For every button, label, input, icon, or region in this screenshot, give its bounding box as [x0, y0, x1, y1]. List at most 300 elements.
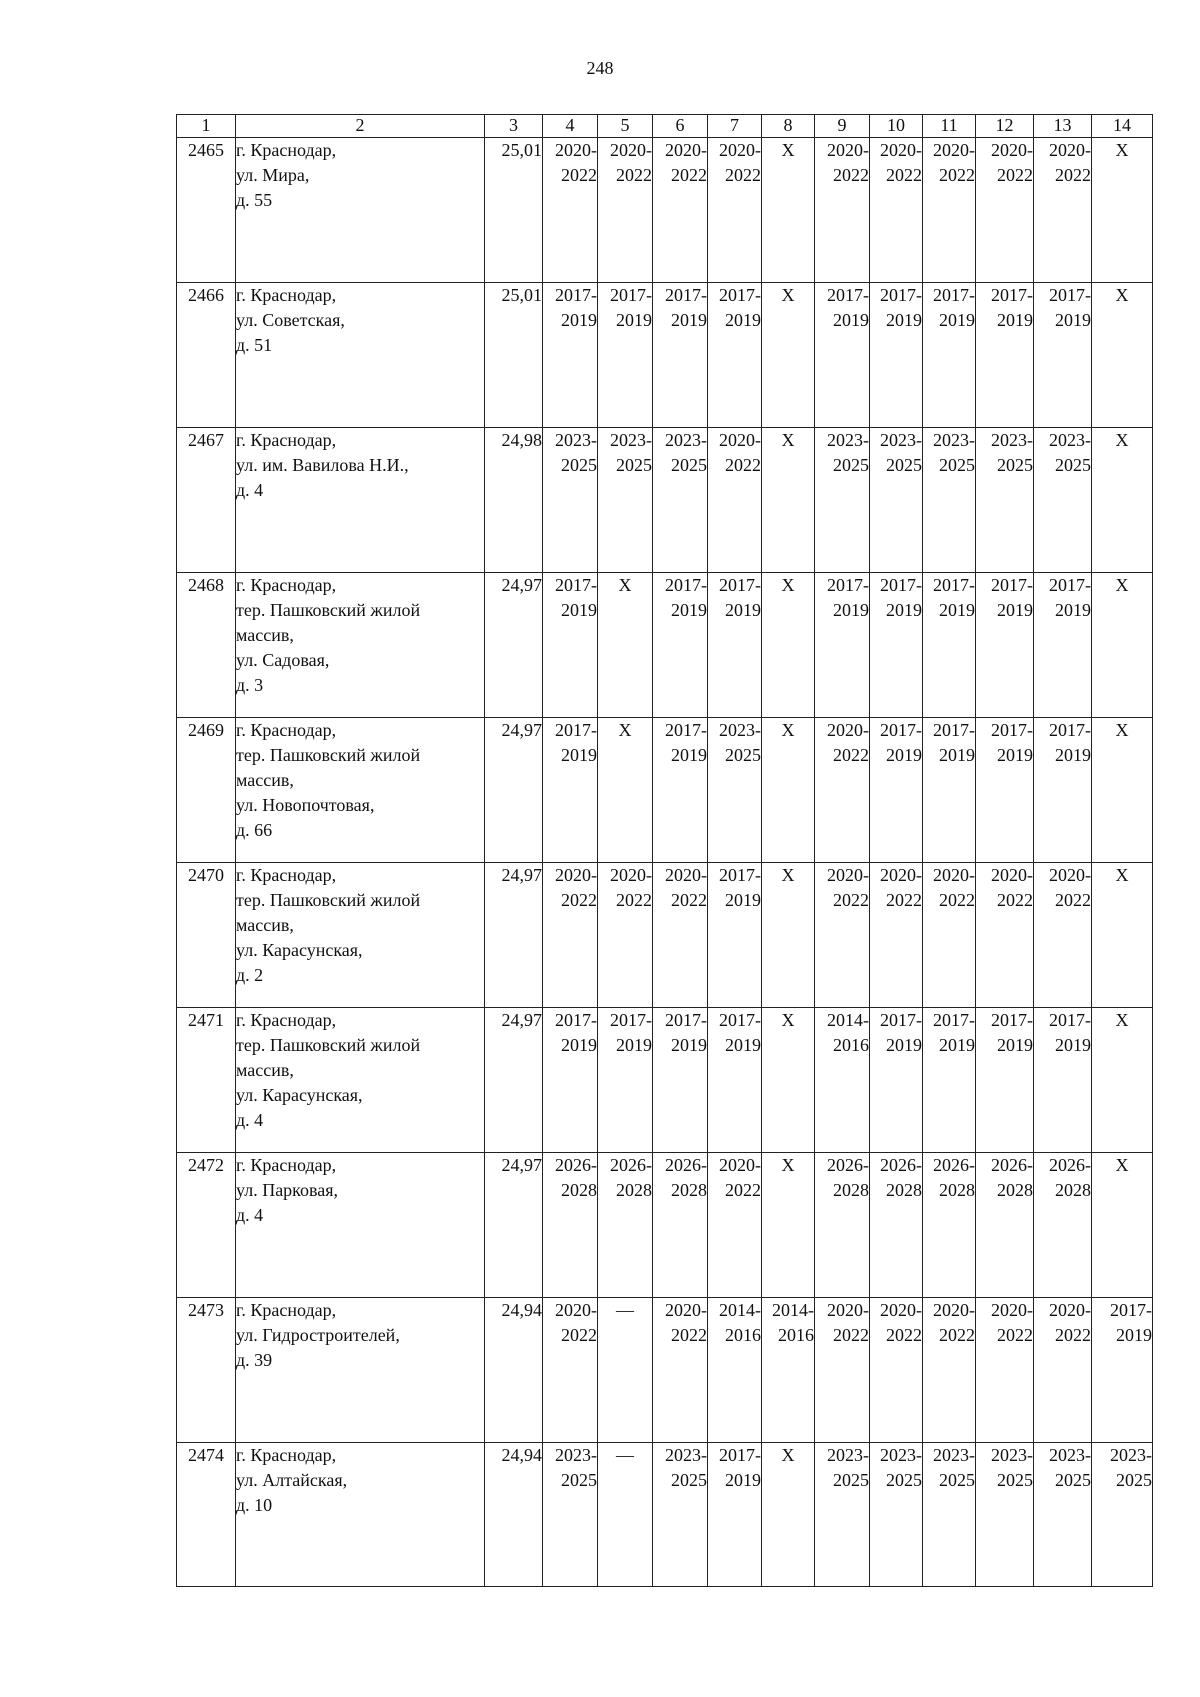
period-line: 2017-: [1049, 285, 1091, 305]
period-line: 2017-: [991, 1010, 1033, 1030]
period-cell: —: [598, 1298, 653, 1443]
period-line: 2019: [939, 310, 975, 330]
row-number: 2466: [177, 283, 236, 428]
period-line: 2022: [616, 890, 652, 910]
table-row: [177, 1153, 1153, 1298]
period-cell: [815, 573, 870, 718]
period-line: 2020-: [827, 720, 869, 740]
period-line: 2022: [997, 1325, 1033, 1345]
period-line: 2022: [616, 165, 652, 185]
period-line: 2019: [725, 1470, 761, 1490]
period-line: 2016: [778, 1325, 814, 1345]
period-cell: [543, 863, 598, 1008]
period-line: 2025: [671, 455, 707, 475]
address-line: д. 4: [236, 480, 264, 500]
period-cell: [870, 718, 923, 863]
period-line: 2020-: [610, 865, 652, 885]
period-line: 2025: [886, 455, 922, 475]
table-row: [177, 718, 1153, 863]
address-line: массив,: [236, 1060, 294, 1080]
period-cell: X: [762, 1443, 815, 1587]
period-line: 2022: [1055, 165, 1091, 185]
address-line: г. Краснодар,: [236, 430, 337, 450]
period-line: 2020-: [555, 140, 597, 160]
period-cell: [815, 138, 870, 283]
period-cell: [543, 573, 598, 718]
period-line: 2020-: [991, 1300, 1033, 1320]
period-cell: [543, 718, 598, 863]
period-line: 2028: [671, 1180, 707, 1200]
column-header: 12: [976, 115, 1034, 138]
period-line: 2019: [939, 600, 975, 620]
period-cell: X: [762, 1153, 815, 1298]
period-cell: [653, 283, 708, 428]
address-line: г. Краснодар,: [236, 285, 337, 305]
period-cell: [923, 1298, 976, 1443]
period-cell: [653, 138, 708, 283]
period-line: 2022: [833, 165, 869, 185]
period-line: 2020-: [827, 865, 869, 885]
period-line: 2017-: [610, 285, 652, 305]
period-line: 2016: [725, 1325, 761, 1345]
period-line: 2022: [1055, 890, 1091, 910]
period-line: 2017-: [665, 575, 707, 595]
period-line: 2020-: [719, 430, 761, 450]
period-cell: —: [598, 1443, 653, 1587]
period-line: 2022: [939, 165, 975, 185]
period-line: 2023-: [665, 430, 707, 450]
period-cell: [923, 138, 976, 283]
period-cell: [870, 428, 923, 573]
address-line: г. Краснодар,: [236, 1445, 337, 1465]
period-cell: [653, 1008, 708, 1153]
period-line: 2020-: [991, 140, 1033, 160]
period-cell: [976, 428, 1034, 573]
period-line: 2026-: [610, 1155, 652, 1175]
period-line: 2014-: [772, 1300, 814, 1320]
period-line: 2017-: [880, 575, 922, 595]
period-line: 2025: [833, 1470, 869, 1490]
period-line: 2026-: [827, 1155, 869, 1175]
address-line: ул. Парковая,: [236, 1180, 339, 1200]
period-line: 2022: [561, 890, 597, 910]
address-line: ул. Садовая,: [236, 650, 330, 670]
period-line: 2020-: [827, 1300, 869, 1320]
period-cell: [1034, 718, 1092, 863]
period-line: 2023-: [880, 430, 922, 450]
period-cell: [976, 1298, 1034, 1443]
area-cell: 24,97: [485, 1008, 543, 1153]
period-line: 2017-: [827, 575, 869, 595]
period-line: 2020-: [555, 865, 597, 885]
period-line: 2028: [1055, 1180, 1091, 1200]
period-line: 2017-: [933, 720, 975, 740]
period-line: 2025: [561, 455, 597, 475]
period-cell: [815, 718, 870, 863]
row-number: 2470: [177, 863, 236, 1008]
row-number: 2465: [177, 138, 236, 283]
period-line: 2025: [833, 455, 869, 475]
period-line: 2019: [833, 600, 869, 620]
period-cell: [815, 1153, 870, 1298]
area-cell: 25,01: [485, 138, 543, 283]
period-line: 2025: [997, 1470, 1033, 1490]
address-line: ул. Гидростроителей,: [236, 1325, 400, 1345]
period-line: 2019: [725, 1035, 761, 1055]
period-line: 2028: [886, 1180, 922, 1200]
address-line: ул. Мира,: [236, 165, 310, 185]
period-cell: X: [762, 863, 815, 1008]
period-cell: X: [762, 283, 815, 428]
period-line: 2026-: [880, 1155, 922, 1175]
period-cell: [870, 1443, 923, 1587]
table-row: [177, 428, 1153, 573]
period-cell: [870, 138, 923, 283]
period-line: 2017-: [933, 575, 975, 595]
period-cell: [870, 573, 923, 718]
column-header: 1: [177, 115, 236, 138]
period-line: 2019: [939, 745, 975, 765]
period-line: 2023-: [1049, 1445, 1091, 1465]
period-line: 2022: [939, 890, 975, 910]
period-line: 2017-: [991, 285, 1033, 305]
address-line: г. Краснодар,: [236, 865, 337, 885]
period-cell: [598, 1153, 653, 1298]
period-line: 2019: [997, 745, 1033, 765]
row-number: 2474: [177, 1443, 236, 1587]
period-cell: [543, 1443, 598, 1587]
period-line: 2020-: [555, 1300, 597, 1320]
period-cell: [1034, 1008, 1092, 1153]
period-cell: [1034, 428, 1092, 573]
area-cell: 24,94: [485, 1443, 543, 1587]
period-line: 2023-: [991, 1445, 1033, 1465]
period-cell: [543, 1008, 598, 1153]
period-cell: [708, 1153, 762, 1298]
address-line: д. 3: [236, 675, 264, 695]
period-line: 2014-: [827, 1010, 869, 1030]
period-line: 2028: [616, 1180, 652, 1200]
period-line: 2022: [671, 890, 707, 910]
period-line: 2023-: [933, 430, 975, 450]
period-cell: [708, 1008, 762, 1153]
period-cell: [708, 138, 762, 283]
period-cell: [870, 1153, 923, 1298]
column-header: 2: [236, 115, 485, 138]
address-line: массив,: [236, 915, 294, 935]
area-cell: 24,97: [485, 863, 543, 1008]
period-cell: [815, 1298, 870, 1443]
period-line: 2025: [725, 745, 761, 765]
period-cell: [923, 428, 976, 573]
housing-register-table: [176, 114, 1153, 1587]
period-line: 2026-: [933, 1155, 975, 1175]
period-cell: [1034, 1298, 1092, 1443]
period-line: 2019: [997, 600, 1033, 620]
period-line: 2017-: [665, 1010, 707, 1030]
period-line: 2017-: [665, 720, 707, 740]
period-line: 2020-: [1049, 1300, 1091, 1320]
address-line: д. 4: [236, 1110, 264, 1130]
period-line: 2025: [997, 455, 1033, 475]
column-header: 9: [815, 115, 870, 138]
period-line: 2020-: [880, 140, 922, 160]
period-cell: [976, 718, 1034, 863]
address-line: ул. Новопочтовая,: [236, 795, 375, 815]
column-header: 11: [923, 115, 976, 138]
period-cell: [708, 1443, 762, 1587]
period-line: 2023-: [1049, 430, 1091, 450]
address-line: д. 39: [236, 1350, 273, 1370]
period-line: 2025: [1055, 455, 1091, 475]
period-line: 2020-: [827, 140, 869, 160]
period-line: 2017-: [719, 1445, 761, 1465]
address-line: д. 4: [236, 1205, 264, 1225]
period-cell: X: [1092, 283, 1153, 428]
address-line: д. 2: [236, 965, 264, 985]
period-cell: [1034, 573, 1092, 718]
area-cell: 24,97: [485, 718, 543, 863]
address-cell: [236, 428, 485, 573]
period-line: 2017-: [880, 720, 922, 740]
period-line: 2020-: [933, 140, 975, 160]
period-line: 2022: [833, 745, 869, 765]
column-header: 13: [1034, 115, 1092, 138]
column-header: 8: [762, 115, 815, 138]
period-line: 2022: [997, 165, 1033, 185]
address-cell: [236, 1298, 485, 1443]
period-line: 2022: [1055, 1325, 1091, 1345]
period-line: 2017-: [1049, 720, 1091, 740]
address-line: ул. Советская,: [236, 310, 345, 330]
period-cell: [1034, 1153, 1092, 1298]
column-header: 14: [1092, 115, 1153, 138]
period-cell: [708, 283, 762, 428]
period-cell: [976, 1153, 1034, 1298]
period-line: 2020-: [610, 140, 652, 160]
period-cell: X: [598, 573, 653, 718]
period-line: 2025: [1055, 1470, 1091, 1490]
period-line: 2025: [561, 1470, 597, 1490]
period-cell: [923, 1153, 976, 1298]
period-cell: [923, 718, 976, 863]
period-line: 2017-: [555, 575, 597, 595]
period-cell: X: [1092, 573, 1153, 718]
table-row: [177, 863, 1153, 1008]
row-number: 2472: [177, 1153, 236, 1298]
period-line: 2019: [886, 1035, 922, 1055]
address-line: г. Краснодар,: [236, 1155, 337, 1175]
column-header: 7: [708, 115, 762, 138]
period-line: 2019: [561, 310, 597, 330]
period-cell: [1092, 1443, 1153, 1587]
area-cell: 25,01: [485, 283, 543, 428]
period-line: 2019: [886, 745, 922, 765]
period-cell: [923, 1443, 976, 1587]
period-line: 2017-: [991, 575, 1033, 595]
period-line: 2016: [833, 1035, 869, 1055]
period-cell: [598, 1008, 653, 1153]
period-cell: [653, 1153, 708, 1298]
table-row: [177, 1298, 1153, 1443]
period-cell: [976, 283, 1034, 428]
period-line: 2017-: [1049, 1010, 1091, 1030]
row-number: 2467: [177, 428, 236, 573]
period-cell: [923, 283, 976, 428]
period-cell: [923, 1008, 976, 1153]
address-line: г. Краснодар,: [236, 1010, 337, 1030]
period-line: 2022: [833, 890, 869, 910]
period-cell: [543, 138, 598, 283]
period-line: 2026-: [555, 1155, 597, 1175]
period-line: 2028: [833, 1180, 869, 1200]
table-row: [177, 1008, 1153, 1153]
period-line: 2023-: [880, 1445, 922, 1465]
period-line: 2020-: [719, 140, 761, 160]
period-line: 2017-: [827, 285, 869, 305]
address-cell: [236, 573, 485, 718]
period-line: 2019: [616, 310, 652, 330]
period-line: 2017-: [880, 1010, 922, 1030]
period-line: 2017-: [991, 720, 1033, 740]
period-line: 2019: [886, 600, 922, 620]
period-cell: X: [1092, 428, 1153, 573]
period-cell: X: [1092, 138, 1153, 283]
period-line: 2025: [939, 455, 975, 475]
address-line: г. Краснодар,: [236, 140, 337, 160]
address-cell: [236, 863, 485, 1008]
period-cell: X: [762, 428, 815, 573]
period-line: 2019: [997, 310, 1033, 330]
period-cell: [653, 718, 708, 863]
period-line: 2017-: [555, 285, 597, 305]
period-line: 2017-: [719, 1010, 761, 1030]
period-line: 2023-: [719, 720, 761, 740]
period-line: 2022: [561, 1325, 597, 1345]
period-line: 2019: [725, 890, 761, 910]
period-line: 2023-: [665, 1445, 707, 1465]
period-line: 2022: [886, 890, 922, 910]
period-cell: [1034, 1443, 1092, 1587]
address-line: массив,: [236, 770, 294, 790]
area-cell: 24,98: [485, 428, 543, 573]
period-line: 2017-: [719, 575, 761, 595]
table-row: [177, 283, 1153, 428]
period-line: 2022: [833, 1325, 869, 1345]
period-line: 2017-: [933, 285, 975, 305]
period-cell: X: [762, 573, 815, 718]
address-line: тер. Пашковский жилой: [236, 1035, 421, 1055]
period-line: 2023-: [933, 1445, 975, 1465]
period-line: 2017-: [719, 285, 761, 305]
period-cell: [923, 573, 976, 718]
period-cell: [598, 138, 653, 283]
period-cell: [976, 863, 1034, 1008]
period-cell: [870, 863, 923, 1008]
period-line: 2017-: [880, 285, 922, 305]
period-cell: [870, 283, 923, 428]
period-line: 2022: [725, 455, 761, 475]
period-cell: [653, 573, 708, 718]
page-number: 248: [586, 58, 614, 78]
period-cell: [653, 1443, 708, 1587]
period-line: 2020-: [665, 140, 707, 160]
period-line: 2022: [939, 1325, 975, 1345]
period-cell: [1092, 1298, 1153, 1443]
period-line: 2020-: [665, 865, 707, 885]
column-header: 3: [485, 115, 543, 138]
period-cell: [923, 863, 976, 1008]
period-cell: [708, 1298, 762, 1443]
table-row: [177, 573, 1153, 718]
period-cell: [815, 863, 870, 1008]
period-cell: [598, 863, 653, 1008]
column-header: 4: [543, 115, 598, 138]
period-line: 2020-: [1049, 140, 1091, 160]
period-line: 2025: [671, 1470, 707, 1490]
period-line: 2019: [1055, 745, 1091, 765]
period-line: 2020-: [880, 1300, 922, 1320]
period-line: 2022: [886, 165, 922, 185]
period-cell: [653, 428, 708, 573]
period-cell: [815, 1443, 870, 1587]
address-line: ул. Карасунская,: [236, 940, 363, 960]
period-line: 2026-: [991, 1155, 1033, 1175]
address-cell: [236, 1443, 485, 1587]
period-line: 2019: [886, 310, 922, 330]
period-cell: [598, 428, 653, 573]
address-line: д. 10: [236, 1495, 273, 1515]
period-line: 2019: [939, 1035, 975, 1055]
period-line: 2020-: [665, 1300, 707, 1320]
period-line: 2017-: [555, 720, 597, 740]
period-line: 2019: [725, 310, 761, 330]
column-number-row: [177, 115, 1153, 138]
address-cell: [236, 138, 485, 283]
period-cell: [708, 863, 762, 1008]
address-line: г. Краснодар,: [236, 720, 337, 740]
period-line: 2019: [561, 745, 597, 765]
column-header: 5: [598, 115, 653, 138]
period-line: 2020-: [880, 865, 922, 885]
period-line: 2017-: [719, 865, 761, 885]
address-line: ул. Алтайская,: [236, 1470, 348, 1490]
period-cell: [976, 1008, 1034, 1153]
period-line: 2017-: [665, 285, 707, 305]
period-cell: [708, 718, 762, 863]
column-header: 6: [653, 115, 708, 138]
period-cell: [815, 283, 870, 428]
period-cell: X: [762, 718, 815, 863]
period-cell: X: [1092, 1008, 1153, 1153]
address-line: тер. Пашковский жилой: [236, 890, 421, 910]
period-line: 2023-: [1110, 1445, 1152, 1465]
period-cell: [870, 1008, 923, 1153]
period-line: 2023-: [827, 1445, 869, 1465]
period-line: 2022: [671, 165, 707, 185]
period-cell: [870, 1298, 923, 1443]
table-body: [177, 138, 1153, 1587]
period-cell: [1034, 283, 1092, 428]
period-line: 2019: [671, 1035, 707, 1055]
period-line: 2023-: [827, 430, 869, 450]
period-line: 2023-: [991, 430, 1033, 450]
period-line: 2019: [833, 310, 869, 330]
area-cell: 24,97: [485, 1153, 543, 1298]
period-cell: [1034, 138, 1092, 283]
area-cell: 24,97: [485, 573, 543, 718]
period-line: 2019: [671, 600, 707, 620]
